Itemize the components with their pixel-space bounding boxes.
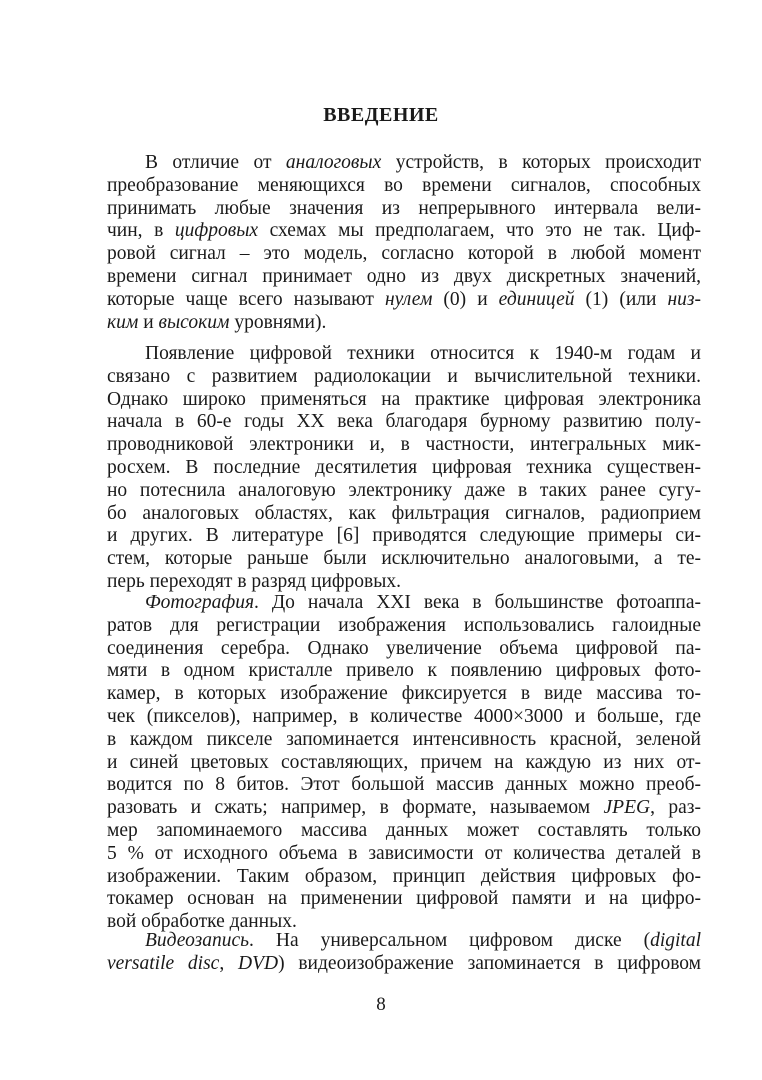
text: схемах мы предполагаем, что это не так. Циф- — [258, 220, 701, 242]
text-line — [107, 343, 701, 366]
text-line — [107, 638, 701, 661]
text-line — [107, 266, 701, 289]
text-line — [107, 592, 701, 615]
text: преобразование меняющихся во времени сигналов, способных — [107, 174, 701, 196]
text: чек (пикселов), например, в количестве 4000×3000 и больше, где — [107, 705, 701, 727]
italic-text: DVD — [238, 952, 279, 974]
text: . До начала XXI века в большинстве фотоаппа- — [254, 592, 701, 613]
text: начала в 60-е годы XX века благодаря бурному развитию полу- — [107, 411, 701, 433]
text-line — [107, 930, 701, 953]
text-line — [107, 729, 701, 752]
text-line — [107, 152, 701, 175]
text-line — [107, 198, 701, 221]
paragraph — [107, 930, 701, 976]
italic-text: versatile disc — [107, 952, 220, 974]
text: водится по 8 битов. Этот большой массив данных можно преоб- — [107, 774, 701, 796]
text: (0) и — [432, 288, 499, 310]
text-line — [107, 243, 701, 266]
text: бо аналоговых областях, как фильтрация сигналов, радиоприем — [107, 502, 701, 524]
italic-text: Видеозапись — [145, 930, 250, 951]
text-line — [107, 752, 701, 775]
text: которые чаще всего называют — [107, 288, 385, 310]
text-line — [107, 175, 701, 198]
italic-text: низ- — [667, 288, 701, 310]
text-line — [107, 525, 701, 548]
text-line — [107, 888, 701, 911]
italic-text: ким — [107, 311, 139, 333]
text-line — [107, 866, 701, 889]
text-line — [107, 797, 701, 820]
text: токамер основан на применении цифровой памяти и на цифро- — [107, 888, 701, 910]
text: мяти в одном кристалле привело к появлению цифровых фото- — [107, 660, 701, 682]
text: устройств, в которых происходит — [381, 152, 701, 173]
text: принимать любые значения из непрерывного интервала вели- — [107, 197, 701, 219]
text-line — [107, 706, 701, 729]
text-line — [107, 312, 701, 335]
text: росхем. В последние десятилетия цифровая техника существен- — [107, 456, 701, 478]
text: мер запоминаемого массива данных может составлять только — [107, 819, 701, 841]
italic-text: JPEG — [603, 797, 651, 819]
italic-text: нулем — [384, 288, 433, 310]
text: вой обработке данных. — [107, 911, 297, 933]
text: и синей цветовых составляющих, причем на каждую из них от- — [107, 751, 701, 773]
italic-text: высоким — [158, 311, 230, 333]
paragraph — [107, 152, 701, 334]
italic-text: единицей — [498, 288, 575, 310]
text: соединения серебра. Однако увеличение объема цифровой па- — [107, 637, 701, 659]
text-line — [107, 220, 701, 243]
text: , раз- — [650, 797, 701, 819]
text: Появление цифровой техники относится к 1940-м годам и — [145, 343, 701, 364]
text: разовать и сжать; например, в формате, называемом — [107, 797, 604, 819]
text-line — [107, 480, 701, 503]
text: Однако широко применяться на практике цифровая электроника — [107, 388, 701, 410]
text-line — [107, 571, 701, 594]
text: , — [219, 952, 238, 974]
italic-text: цифровых — [174, 220, 259, 242]
text: стем, которые раньше были исключительно аналоговыми, а те- — [107, 548, 701, 570]
text-line — [107, 774, 701, 797]
text-line — [107, 548, 701, 571]
page-number: 8 — [376, 994, 386, 1015]
text: проводниковой электроники и, в частности, интегральных мик- — [107, 434, 701, 456]
text: и других. В литературе [6] приводятся следующие примеры си- — [107, 525, 701, 547]
text: ровой сигнал – это модель, согласно которой в любой момент — [107, 243, 701, 265]
text-line — [107, 434, 701, 457]
paragraph — [107, 343, 701, 594]
text: . На универсальном цифровом диске ( — [249, 930, 651, 951]
text: связано с развитием радиолокации и вычислительной техники. — [107, 365, 701, 387]
text-line — [107, 843, 701, 866]
text-line — [107, 683, 701, 706]
text-line — [107, 366, 701, 389]
text: изображении. Таким образом, принцип действия цифровых фо- — [107, 865, 701, 887]
text: камер, в которых изображение фиксируется в виде массива то- — [107, 683, 701, 705]
text-line — [107, 389, 701, 412]
text: 5 % от исходного объема в зависимости от количества деталей в — [107, 842, 701, 864]
text: в каждом пикселе запоминается интенсивность красной, зеленой — [107, 728, 701, 750]
page-title: ВВЕДЕНИЕ — [323, 104, 439, 126]
text: (1) (или — [574, 288, 668, 310]
text: и — [138, 311, 159, 333]
text-line — [107, 503, 701, 526]
text: перь переходят в разряд цифровых. — [107, 570, 401, 592]
text-line — [107, 953, 701, 976]
text: времени сигнал принимает одно из двух дискретных значений, — [107, 265, 701, 287]
text-line — [107, 289, 701, 312]
text-line — [107, 457, 701, 480]
text-line — [107, 411, 701, 434]
text-line — [107, 660, 701, 683]
text: уровнями). — [229, 311, 327, 333]
italic-text: аналоговых — [285, 152, 382, 173]
text-line — [107, 615, 701, 638]
text: чин, в — [107, 220, 175, 242]
text: но потеснила аналоговую электронику даже в таких ранее сугу- — [107, 479, 701, 501]
italic-text: Фотография — [145, 592, 255, 613]
text-line — [107, 820, 701, 843]
text: В отличие от — [145, 152, 286, 173]
italic-text: digital — [650, 930, 701, 951]
text: ) видеоизображение запоминается в цифровом — [278, 952, 701, 974]
paragraph — [107, 592, 701, 934]
text: ратов для регистрации изображения использовались галоидные — [107, 614, 701, 636]
